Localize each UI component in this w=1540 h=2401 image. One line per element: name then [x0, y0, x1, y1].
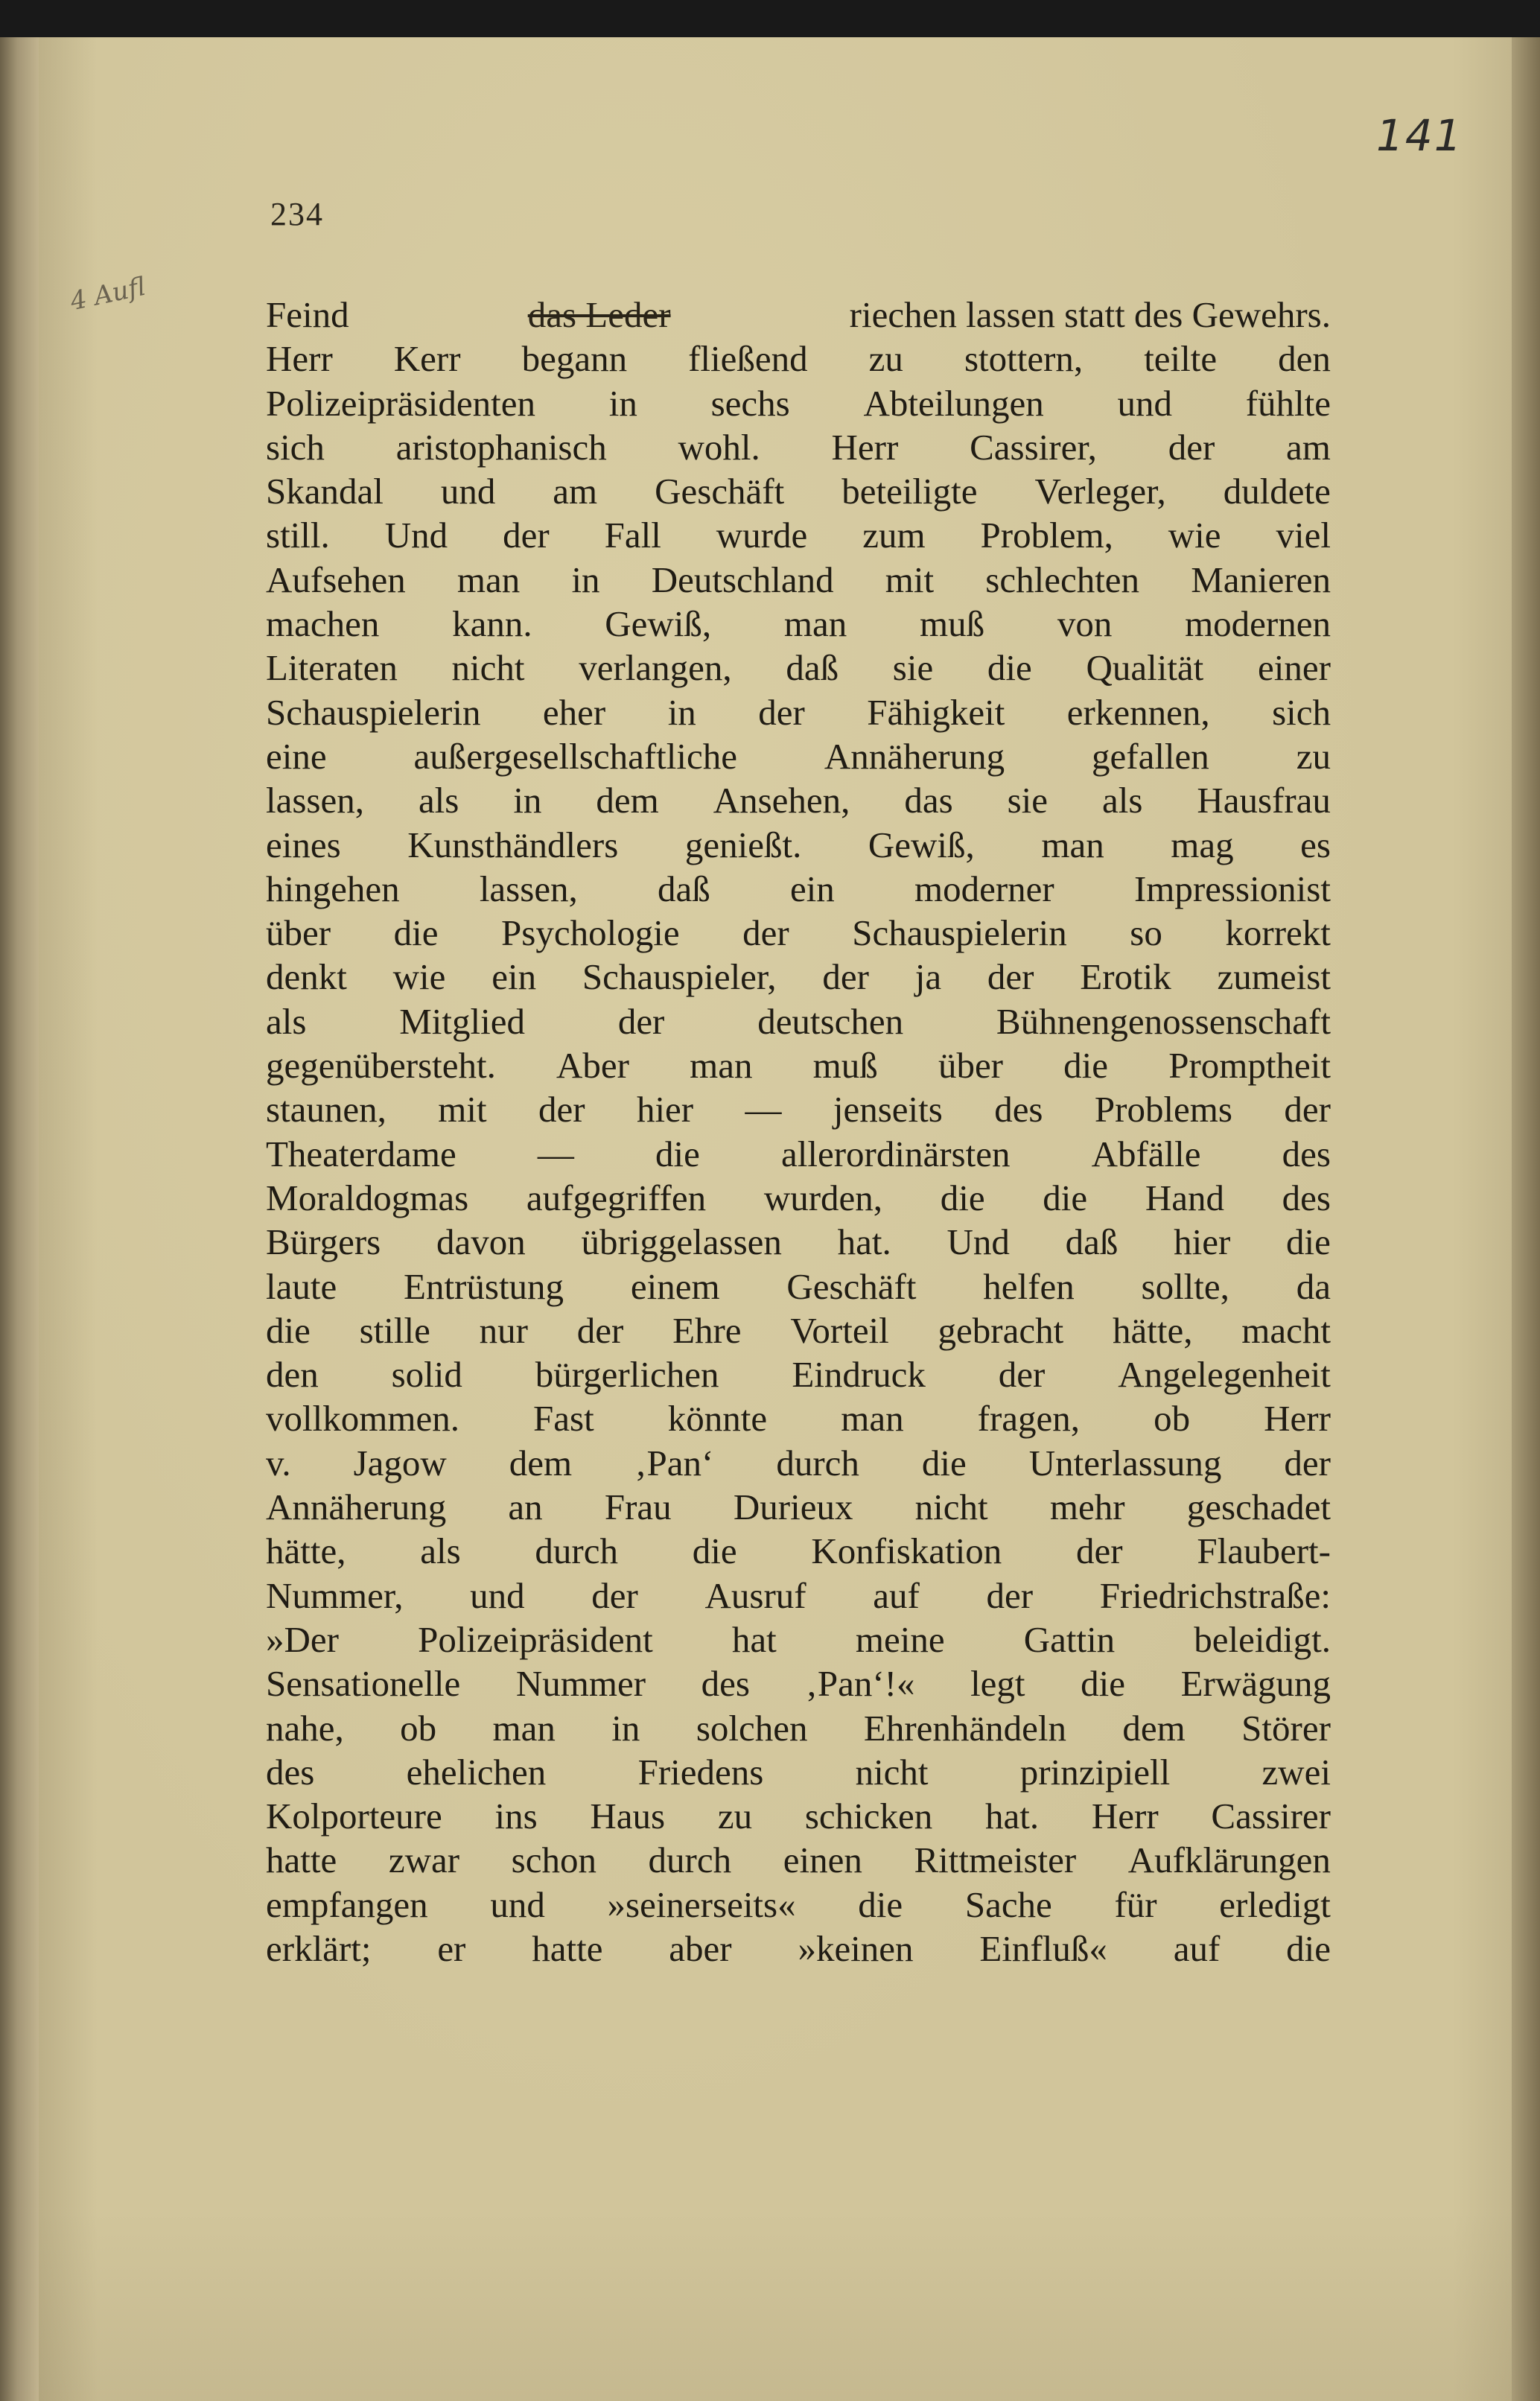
text-line: machen kann. Gewiß, man muß von modernen [266, 603, 1331, 645]
text-line: gegenübersteht. Aber man muß über die Promptheit [266, 1045, 1331, 1087]
text-line: erklärt; er hatte aber »keinen Einfluß« auf die [266, 1927, 1331, 1969]
text-line: Literaten nicht verlangen, daß sie die Qualität einer [266, 647, 1331, 689]
page-number: 234 [270, 196, 324, 232]
text-line: Theaterdame — die allerordinärsten Abfälle des [266, 1133, 1331, 1174]
text-line: hätte, als durch die Konfiskation der Flaubert- [266, 1530, 1331, 1572]
struck-text: das Leder [527, 294, 671, 335]
text-line: die stille nur der Ehre Vorteil gebracht hätte, macht [266, 1309, 1331, 1351]
text-line: empfangen und »seinerseits« die Sache für erledigt [266, 1883, 1331, 1925]
text-lines [266, 337, 1331, 1971]
text-line: eine außergesellschaftliche Annäherung gefallen zu [266, 735, 1331, 777]
text-line: Nummer, und der Ausruf auf der Friedrichstraße: [266, 1574, 1331, 1616]
text-word: Feind [266, 294, 349, 335]
text-line: v. Jagow dem ‚Pan‘ durch die Unterlassung der [266, 1442, 1331, 1483]
text-line: vollkommen. Fast könnte man fragen, ob Herr [266, 1398, 1331, 1440]
text-line: Annäherung an Frau Durieux nicht mehr geschadet [266, 1486, 1331, 1528]
text-line: Moraldogmas aufgegriffen wurden, die die Hand des [266, 1177, 1331, 1218]
text-line: hingehen lassen, daß ein moderner Impressionist [266, 868, 1331, 909]
book-spine [0, 37, 39, 2401]
text-line: lassen, als in dem Ansehen, das sie als Hausfrau [266, 780, 1331, 821]
text-line: staunen, mit der hier — jenseits des Problems der [266, 1089, 1331, 1130]
text-line: Aufsehen man in Deutschland mit schlechten Manieren [266, 559, 1331, 600]
text-line: Schauspielerin eher in der Fähigkeit erkennen, sich [266, 691, 1331, 733]
text-line: nahe, ob man in solchen Ehrenhändeln dem Störer [266, 1707, 1331, 1749]
text-line: des ehelichen Friedens nicht prinzipiell zwei [266, 1751, 1331, 1793]
text-line: laute Entrüstung einem Geschäft helfen sollte, da [266, 1265, 1331, 1307]
text-segment: riechen lassen statt des Gewehrs. [849, 294, 1331, 335]
text-line: Kolporteure ins Haus zu schicken hat. Herr Cassirer [266, 1796, 1331, 1837]
handwritten-margin-note: 4 Aufl [67, 271, 148, 317]
text-line: den solid bürgerlichen Eindruck der Angelegenheit [266, 1354, 1331, 1396]
text-line: Bürgers davon übriggelassen hat. Und daß hier die [266, 1221, 1331, 1263]
text-line: denkt wie ein Schauspieler, der ja der Erotik zumeist [266, 956, 1331, 998]
text-line: hatte zwar schon durch einen Rittmeister Aufklärungen [266, 1839, 1331, 1881]
text-line: »Der Polizeipräsident hat meine Gattin beleidigt. [266, 1618, 1331, 1660]
body-text [266, 293, 1331, 1971]
handwritten-folio-number: 141 [1376, 110, 1463, 161]
page-edge [1512, 37, 1540, 2401]
text-line-first [266, 293, 1331, 337]
text-line: als Mitglied der deutschen Bühnengenossenschaft [266, 1000, 1331, 1042]
text-line: sich aristophanisch wohl. Herr Cassirer, der am [266, 426, 1331, 468]
text-line: über die Psychologie der Schauspielerin so korrekt [266, 912, 1331, 954]
text-line: still. Und der Fall wurde zum Problem, wie viel [266, 515, 1331, 556]
text-line: Skandal und am Geschäft beteiligte Verleger, duldete [266, 471, 1331, 512]
text-line: Herr Kerr begann fließend zu stottern, teilte den [266, 338, 1331, 380]
text-line: Polizeipräsidenten in sechs Abteilungen und fühlte [266, 382, 1331, 424]
text-line: eines Kunsthändlers genießt. Gewiß, man mag es [266, 824, 1331, 865]
text-line: Sensationelle Nummer des ‚Pan‘!« legt die Erwägung [266, 1663, 1331, 1705]
